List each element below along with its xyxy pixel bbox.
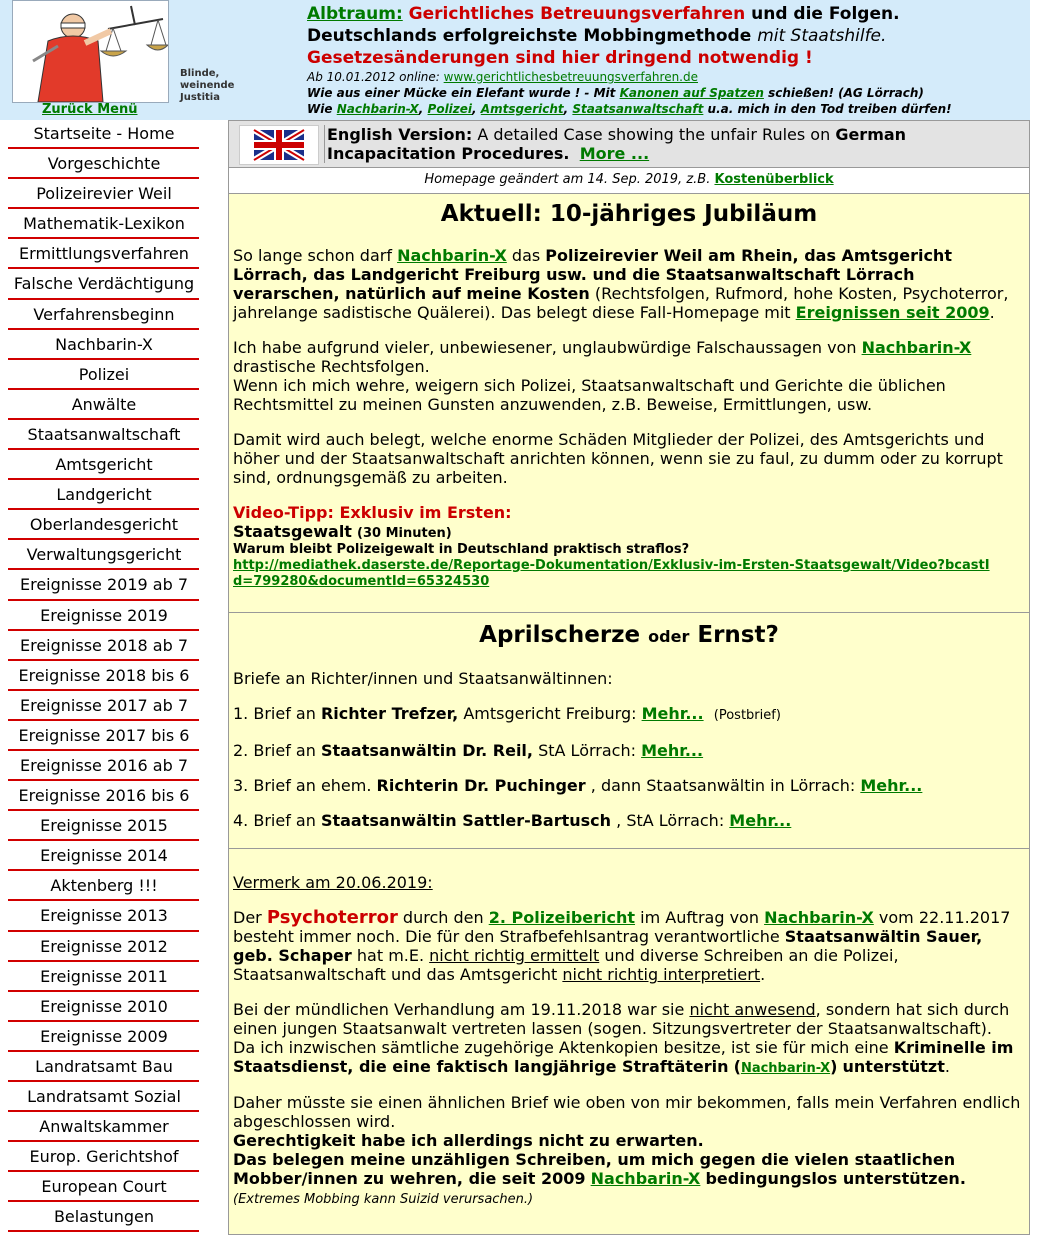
sidebar-item-ereignisse-2019-ab-7[interactable]: Ereignisse 2019 ab 7 bbox=[3, 574, 205, 604]
letter-more-link[interactable]: Mehr... bbox=[641, 741, 704, 760]
sidebar-item-belastungen[interactable]: Belastungen bbox=[3, 1206, 205, 1236]
letter-pre: 2. Brief an bbox=[233, 741, 316, 760]
vermerk-p3-a: Daher müsste sie einen ähnlichen Brief wie oben von mir bekommen, falls mein Verfahren endlich abgeschlossen wird. bbox=[233, 1093, 1021, 1131]
kanonen-link[interactable]: Kanonen auf Spatzen bbox=[619, 86, 764, 100]
sidebar-item-ereignisse-2019[interactable]: Ereignisse 2019 bbox=[3, 605, 205, 635]
vermerk-p1 bbox=[233, 908, 1025, 984]
online-line bbox=[307, 69, 1027, 85]
nachbarin-link-3[interactable]: Nachbarin-X bbox=[764, 908, 874, 927]
vermerk-heading: Vermerk am 20.06.2019: bbox=[233, 873, 433, 892]
aktuell-p1-c: (Rechtsfolgen, Rufmord, hohe Kosten, Psychoterror, jahrelange sadistische Quälerei). Das belegt diese Fall-Homepage mit bbox=[233, 284, 1009, 322]
headline-2-bold: Deutschlands erfolgreichste Mobbingmethode bbox=[307, 26, 752, 46]
vermerk-p1-b: durch den bbox=[402, 908, 484, 927]
sidebar-item-ereignisse-2017-bis-6[interactable]: Ereignisse 2017 bis 6 bbox=[3, 725, 205, 755]
sidebar-item-polizeirevier-weil[interactable]: Polizeirevier Weil bbox=[3, 183, 205, 213]
letter-recipient: Richter Trefzer, bbox=[320, 704, 459, 723]
sidebar-item-mathematik-lexikon[interactable]: Mathematik-Lexikon bbox=[3, 213, 205, 243]
aktuell-p2-a: Ich habe aufgrund vieler, unbewiesener, unglaubwürdige Falschaussagen von bbox=[233, 338, 857, 357]
video-url-link[interactable]: http://mediathek.daserste.de/Reportage-Dokumentation/Exklusiv-im-Ersten-Staatsgewalt/Video?bcastId=799280&documentId=65324530 bbox=[233, 558, 990, 589]
sidebar-item-vorgeschichte[interactable]: Vorgeschichte bbox=[3, 153, 205, 183]
vermerk-p2-u: nicht anwesend bbox=[689, 1000, 816, 1019]
aktuell-title: Aktuell: 10-jähriges Jubiläum bbox=[440, 201, 818, 227]
sidebar-item-ereignisse-2011[interactable]: Ereignisse 2011 bbox=[3, 966, 205, 996]
headline-1 bbox=[307, 3, 1027, 25]
vermerk-p2-c: Da ich inzwischen sämtliche zugehörige Aktenkopien besitze, ist sie für mich eine bbox=[233, 1038, 889, 1057]
elefant-line bbox=[307, 85, 1027, 101]
vermerk-p2-a: Bei der mündlichen Verhandlung am 19.11.2018 war sie bbox=[233, 1000, 685, 1019]
vermerk-p1-f: und diverse Schreiben an die Polizei, Staatsanwaltschaft und das Amtsgericht bbox=[233, 946, 899, 984]
justitia-logo bbox=[12, 0, 169, 103]
sidebar-item-startseite-home[interactable]: Startseite - Home bbox=[3, 123, 205, 153]
aktuell-p1-d: . bbox=[989, 303, 995, 322]
letter-item bbox=[233, 704, 1025, 725]
sidebar-item-landratsamt-sozial[interactable]: Landratsamt Sozial bbox=[3, 1086, 205, 1116]
sidebar-item-landratsamt-bau[interactable]: Landratsamt Bau bbox=[3, 1056, 205, 1086]
sidebar-item-anwaltskammer[interactable]: Anwaltskammer bbox=[3, 1116, 205, 1146]
letter-more-link[interactable]: Mehr... bbox=[860, 776, 923, 795]
logo-caption: Blinde, weinende Justitia bbox=[180, 68, 235, 103]
letter-pre: 3. Brief an ehem. bbox=[233, 776, 372, 795]
aktuell-p1 bbox=[233, 246, 1025, 322]
nachbarin-link-1[interactable]: Nachbarin-X bbox=[397, 246, 507, 265]
vermerk-p1-u1: nicht richtig ermittelt bbox=[429, 946, 600, 965]
video-question: Warum bleibt Polizeigewalt in Deutschland praktisch straflos? bbox=[233, 542, 690, 557]
letter-pre: 1. Brief an bbox=[233, 704, 316, 723]
aktuell-p1-bold: Polizeirevier Weil am Rhein, das Amtsgericht Lörrach, das Landgericht Freiburg usw. und die Staatsanwaltschaft Lörrach verarschen, natürlich auf meine Kosten bbox=[233, 246, 952, 303]
english-desc: A detailed Case showing the unfair Rules on bbox=[477, 125, 831, 144]
sidebar-item-ereignisse-2017-ab-7[interactable]: Ereignisse 2017 ab 7 bbox=[3, 695, 205, 725]
amtsgericht-header-link[interactable]: Amtsgericht bbox=[480, 102, 564, 116]
letter-recipient: Richterin Dr. Puchinger bbox=[376, 776, 586, 795]
english-label: English Version: bbox=[327, 125, 473, 144]
sidebar-item-europ-gerichtshof[interactable]: Europ. Gerichtshof bbox=[3, 1146, 205, 1176]
tod-prefix: Wie bbox=[307, 102, 333, 116]
headline-2 bbox=[307, 25, 1027, 47]
headline-red: Gerichtliches Betreuungsverfahren bbox=[408, 4, 746, 24]
video-name: Staatsgewalt bbox=[233, 522, 352, 541]
elefant-prefix: Wie aus einer Mücke ein Elefant wurde ! - Mit bbox=[307, 86, 616, 100]
april-intro: Briefe an Richter/innen und Staatsanwältinnen: bbox=[233, 669, 613, 688]
april-panel bbox=[228, 613, 1030, 849]
nachbarin-link-4[interactable]: Nachbarin-X bbox=[740, 1061, 831, 1076]
vermerk-p1-a: Der bbox=[233, 908, 262, 927]
letter-more-link[interactable]: Mehr... bbox=[641, 704, 704, 723]
video-name-line bbox=[233, 522, 1025, 542]
april-title-a: Aprilscherze bbox=[479, 622, 641, 648]
vermerk-p2: Bei der mündlichen Verhandlung am 19.11.2018 war sie nicht anwesend, sondern hat sich durch einen jungen Staatsanwalt vertreten lassen (sogen. Sitzungsvertreter der Staatsanwaltschaft). Da ich inzwischen sämtliche zugehörige Aktenkopien besitze, ist sie für mich eine Kriminelle im Staatsdienst, die eine faktisch langjährige Straftäterin (Nachbarin-X) unterstützt. bbox=[233, 1000, 1014, 1076]
vermerk-p1-bold: Staatsanwältin Sauer, geb. Schaper bbox=[233, 927, 983, 965]
elefant-suffix: schießen! (AG Lörrach) bbox=[768, 86, 924, 100]
staatsanwaltschaft-header-link[interactable]: Staatsanwaltschaft bbox=[572, 102, 704, 116]
sidebar-item-ereignisse-2016-ab-7[interactable]: Ereignisse 2016 ab 7 bbox=[3, 755, 205, 785]
letter-post: , dann Staatsanwältin in Lörrach: bbox=[590, 776, 856, 795]
polizeibericht-link[interactable]: 2. Polizeibericht bbox=[488, 908, 636, 927]
aktuell-p1-a: So lange schon darf bbox=[233, 246, 392, 265]
sidebar-item-aktenberg[interactable]: Aktenberg !!! bbox=[3, 875, 205, 905]
sidebar-item-verwaltungsgericht[interactable]: Verwaltungsgericht bbox=[3, 544, 205, 574]
letters-list bbox=[233, 704, 1025, 830]
vermerk-p1-g: . bbox=[760, 965, 766, 984]
sidebar-item-amtsgericht[interactable]: Amtsgericht bbox=[3, 454, 205, 484]
headline-2-italic: mit Staatshilfe. bbox=[757, 26, 887, 46]
changed-notice bbox=[228, 168, 1030, 194]
sidebar-item-european-court[interactable]: European Court bbox=[3, 1176, 205, 1206]
aktuell-p1-b: das bbox=[511, 246, 541, 265]
vermerk-p3 bbox=[233, 1093, 1025, 1208]
sidebar-nav bbox=[3, 123, 205, 1236]
sidebar-item-ermittlungsverfahren[interactable]: Ermittlungsverfahren bbox=[3, 243, 205, 273]
uk-flag-icon[interactable] bbox=[239, 125, 319, 165]
aktuell-p2-c: Wenn ich mich wehre, weigern sich Polizei, Staatsanwaltschaft und Gerichte die üblichen Rechtsmittel zu meinen Gunsten anzuwenden, z.B. Beweise, Ermittlungen, usw. bbox=[233, 376, 946, 414]
vermerk-p2-b: , sondern hat sich durch einen jungen Staatsanwalt vertreten lassen (sogen. Sitzungsvertreter der Staatsanwaltschaft). bbox=[233, 1000, 1010, 1038]
aktuell-p2 bbox=[233, 338, 1025, 414]
vermerk-p3-note: (Extremes Mobbing kann Suizid verursachen.) bbox=[233, 1192, 534, 1207]
sidebar-item-nachbarin-x[interactable]: Nachbarin-X bbox=[3, 334, 205, 364]
tod-line: Wie Nachbarin-X, Polizei, Amtsgericht, Staatsanwaltschaft u.a. mich in den Tod treiben dürfen! bbox=[307, 102, 952, 116]
sidebar-item-verfahrensbeginn[interactable]: Verfahrensbeginn bbox=[3, 304, 205, 334]
sidebar-item-polizei[interactable]: Polizei bbox=[3, 364, 205, 394]
vermerk-p1-u2: nicht richtig interpretiert bbox=[562, 965, 761, 984]
vermerk-p3-bold3: bedingungslos unterstützen. bbox=[705, 1169, 966, 1188]
site-url-link[interactable]: www.gerichtlichesbetreuungsverfahren.de bbox=[443, 70, 698, 84]
sidebar-item-ereignisse-2009[interactable]: Ereignisse 2009 bbox=[3, 1026, 205, 1056]
ereignisse-seit-2009-link[interactable]: Ereignissen seit 2009 bbox=[795, 303, 990, 322]
letter-pre: 4. Brief an bbox=[233, 811, 316, 830]
sidebar-item-ereignisse-2018-ab-7[interactable]: Ereignisse 2018 ab 7 bbox=[3, 635, 205, 665]
header-headlines bbox=[307, 3, 1027, 117]
back-menu-link[interactable]: Zurück Menü bbox=[42, 102, 138, 117]
letter-item bbox=[233, 741, 1025, 760]
page-header bbox=[0, 0, 1030, 120]
sidebar-item-ereignisse-2013[interactable]: Ereignisse 2013 bbox=[3, 905, 205, 935]
aktuell-p3: Damit wird auch belegt, welche enorme Schäden Mitglieder der Polizei, des Amtsgerichts und höher und der Staatsanwaltschaft anrichten können, wenn sie zu faul, zu dumm oder zu korrupt sind, ordnungsgemäß zu arbeiten. bbox=[233, 430, 1003, 487]
tod-suffix: u.a. mich in den Tod treiben dürfen! bbox=[707, 102, 952, 116]
english-more-link[interactable]: More ... bbox=[579, 144, 650, 163]
nachbarin-link-2[interactable]: Nachbarin-X bbox=[861, 338, 972, 357]
psychoterror-text: Psychoterror bbox=[266, 907, 398, 928]
letter-recipient: Staatsanwältin Dr. Reil, bbox=[320, 741, 533, 760]
vermerk-p3-bold2: Das belegen meine unzähligen Schreiben, um mich gegen die vielen staatlichen Mobber/innen zu wehren, die seit 2009 bbox=[233, 1150, 956, 1188]
nachbarin-link-5[interactable]: Nachbarin-X bbox=[590, 1169, 701, 1188]
vermerk-p2-bold2: unterstützt bbox=[842, 1057, 945, 1076]
sidebar-item-ereignisse-2010[interactable]: Ereignisse 2010 bbox=[3, 996, 205, 1026]
headline-rest: und die Folgen. bbox=[751, 4, 900, 24]
nachbarin-header-link[interactable]: Nachbarin-X bbox=[336, 102, 419, 116]
sidebar-item-staatsanwaltschaft[interactable]: Staatsanwaltschaft bbox=[3, 424, 205, 454]
sidebar-item-ereignisse-2012[interactable]: Ereignisse 2012 bbox=[3, 936, 205, 966]
april-title bbox=[233, 621, 1025, 651]
sidebar-item-ereignisse-2014[interactable]: Ereignisse 2014 bbox=[3, 845, 205, 875]
aktuell-panel bbox=[228, 194, 1030, 613]
letter-item bbox=[233, 811, 1025, 830]
polizei-header-link[interactable]: Polizei bbox=[427, 102, 473, 116]
sidebar-item-falsche-verdächtigung[interactable]: Falsche Verdächtigung bbox=[3, 273, 205, 303]
video-tip-title: Video-Tipp: Exklusiv im Ersten: bbox=[233, 503, 512, 522]
letter-more-link[interactable]: Mehr... bbox=[729, 811, 792, 830]
english-version-box bbox=[228, 120, 1030, 168]
vermerk-p2-bold: Kriminelle im Staatsdienst, die eine faktisch langjährige Straftäterin bbox=[233, 1038, 1014, 1076]
vermerk-p1-e: hat m.E. bbox=[356, 946, 425, 965]
online-prefix: Ab 10.01.2012 online: bbox=[307, 70, 440, 84]
albtraum-link[interactable]: Albtraum: bbox=[307, 4, 403, 24]
video-duration: (30 Minuten) bbox=[357, 526, 452, 541]
sidebar-item-anwälte[interactable]: Anwälte bbox=[3, 394, 205, 424]
vermerk-panel bbox=[228, 849, 1030, 1235]
letter-post: StA Lörrach: bbox=[538, 741, 636, 760]
sidebar-item-ereignisse-2018-bis-6[interactable]: Ereignisse 2018 bis 6 bbox=[3, 665, 205, 695]
aktuell-p2-b: drastische Rechtsfolgen. bbox=[233, 357, 430, 376]
letter-post: , StA Lörrach: bbox=[616, 811, 725, 830]
vermerk-p1-d: vom 22.11.2017 besteht immer noch. Die für den Strafbefehlsantrag verantwortliche bbox=[233, 908, 1011, 946]
sidebar-item-ereignisse-2015[interactable]: Ereignisse 2015 bbox=[3, 815, 205, 845]
april-title-c: Ernst? bbox=[697, 622, 779, 648]
vermerk-p1-c: im Auftrag von bbox=[640, 908, 759, 927]
vermerk-p3-bold1: Gerechtigkeit habe ich allerdings nicht zu erwarten. bbox=[233, 1131, 704, 1150]
sidebar-item-oberlandesgericht[interactable]: Oberlandesgericht bbox=[3, 514, 205, 544]
english-bold: German Incapacitation Procedures. bbox=[327, 125, 907, 163]
sidebar-item-landgericht[interactable]: Landgericht bbox=[3, 484, 205, 514]
main-content bbox=[228, 120, 1030, 1235]
english-text bbox=[324, 125, 1029, 163]
letter-post: Amtsgericht Freiburg: bbox=[463, 704, 637, 723]
sidebar-item-ereignisse-2016-bis-6[interactable]: Ereignisse 2016 bis 6 bbox=[3, 785, 205, 815]
letter-recipient: Staatsanwältin Sattler-Bartusch bbox=[320, 811, 612, 830]
april-title-b: oder bbox=[648, 627, 690, 646]
vermerk-p2-d: . bbox=[944, 1057, 950, 1076]
changed-text: Homepage geändert am 14. Sep. 2019, z.B. bbox=[424, 172, 711, 187]
letter-note: (Postbrief) bbox=[713, 708, 781, 723]
kostenueberblick-link[interactable]: Kostenüberblick bbox=[714, 172, 834, 187]
headline-3: Gesetzesänderungen sind hier dringend notwendig ! bbox=[307, 48, 813, 68]
letter-item bbox=[233, 776, 1025, 795]
